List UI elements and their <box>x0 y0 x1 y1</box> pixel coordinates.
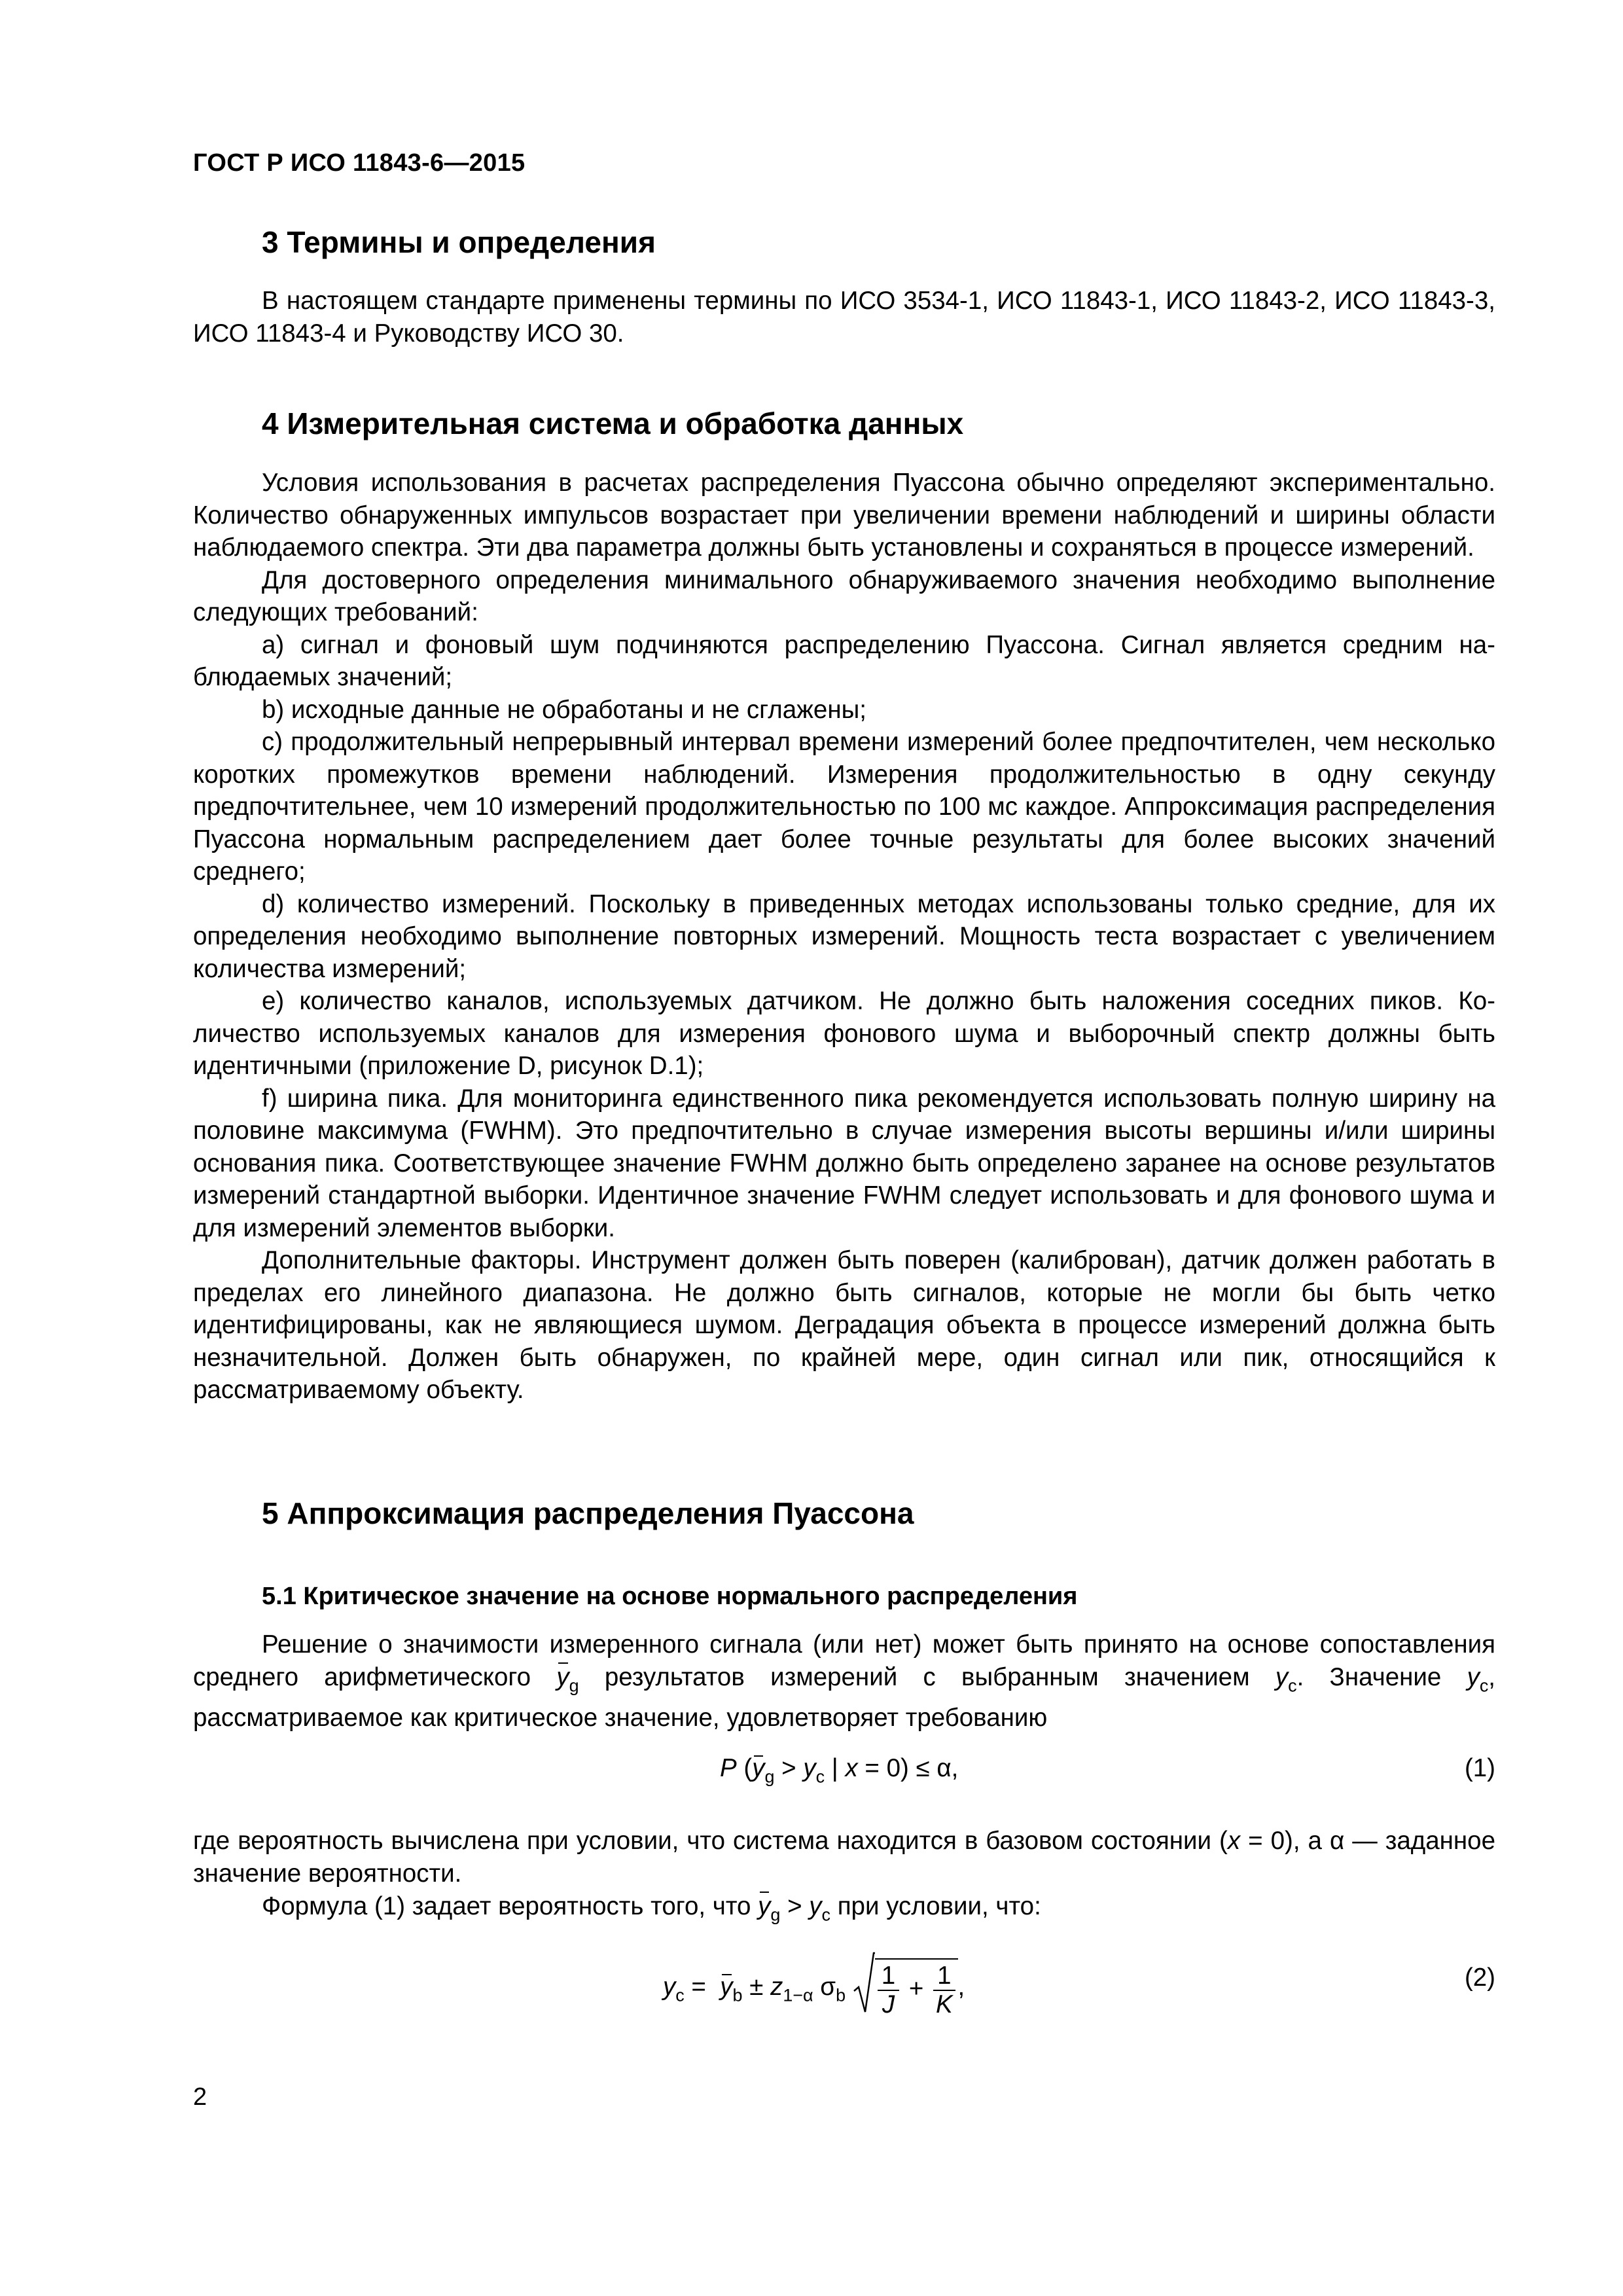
document-header: ГОСТ Р ИСО 11843-6—2015 <box>193 149 526 177</box>
section-4-paragraph-3: Дополнительные факторы. Инструмент должен быть поверен (калиброван), датчик должен работать в пределах его линейного диапазона. Не должно быть сигналов, которые не могли бы быть четко идентифицированы, как не являющиеся шумом. Деградация объекта в процессе измерений должна быть незначительной. Должен быть обнаружен, по крайней мере, один сигнал или пик, относящийся к рассматриваемому объекту. <box>193 1246 1495 1404</box>
page-number: 2 <box>193 2083 207 2111</box>
requirement-c: c) продолжительный непрерывный интервал времени измерений более предпочтителен, чем несколько коротких промежутков времени наблюдений. Измерения продолжительностью в одну секунду предпочтительнее, чем 10 измерений продолжительностью по 100 мс каждое. Аппроксимация распределения Пуассона нормальным распределением дает более точные результаты для более высоких значений среднего; <box>193 728 1495 886</box>
section-3-paragraph: В настоящем стандарте применены термины по ИСО 3534-1, ИСО 11843-1, ИСО 11843-2, ИСО 11843-3, ИСО 11843-4 и Руководству ИСО 30. <box>193 287 1495 348</box>
section-4-body <box>193 467 1495 1407</box>
section-4-paragraph-1: Условия использования в расчетах распределения Пуассона обычно определяют экспериментально. Количество обнаруженных импульсов возрастает при увеличении времени наблюдений и ширины области наблюдаемого спектра. Эти два параметра должны быть установлены и сохраняться в процессе измерений. <box>193 469 1495 562</box>
formula-2-number: (2) <box>1464 1964 1495 1992</box>
section-5-1-paragraph-1: Решение о значимости измеренного сигнала (или нет) может быть принято на основе сопоставления среднего арифметического $y_g$ результатов измерений с выбранным значением $y_c$. Значение $y_c$, рассматриваемое как критическое значение, удовлетворяет требованию <box>193 1630 1495 1732</box>
requirement-d: d) количество измерений. Поскольку в приведенных методах использованы только средние, для их определения необходимо выполнение повторных измерений. Мощность теста возрастает с увеличением количества измерений; <box>193 889 1495 983</box>
formula-1: P ($y_g > y_c$ | x = 0) ≤ α, <box>720 1754 959 1787</box>
section-3-heading: 3 Термины и определения <box>262 225 656 259</box>
fraction-1-over-j: $\frac{1}{J}$ <box>878 1962 899 2018</box>
formula-2-line <box>193 1964 1495 2016</box>
requirement-f: f) ширина пика. Для мониторинга единственного пика рекомендуется использовать полную ширину на половине максимума (FWHM). Это предпочтительно в случае измерения высоты вершины и/или ширины основания пика. Соответствующее значение FWHM должно быть определено заранее на основе результатов измерений стандартной выборки. Идентичное значение FWHM следует использовать и для фонового шума и для измерений элементов выборки. <box>193 1084 1495 1242</box>
section-4-paragraph-2: Для достоверного определения минимального обнаруживаемого значения необходимо выполнение следующих требований: <box>193 565 1495 626</box>
square-root: $\frac{1}{J}$ + $\frac{1}{K}$ <box>853 1958 958 2018</box>
requirement-b: b) исходные данные не обработаны и не сглажены; <box>262 695 866 724</box>
radical-sign-icon <box>853 1950 875 2016</box>
section-4-heading: 4 Измерительная система и обработка данных <box>262 406 964 440</box>
section-5-1-paragraph-3: Формула (1) задает вероятность того, что $y_g > y_c$ при условии, что: <box>193 1890 1495 1931</box>
requirement-e: e) количество каналов, используемых датчиком. Не должно быть наложения соседних пиков. Количество используемых каналов для измерения фонового шума и выборочный спектр должны быть идентичными (приложение D, рисунок D.1); <box>193 987 1495 1080</box>
section-5-1-paragraph-2: где вероятность вычислена при условии, что система находится в базовом состоянии (x = 0), а α — заданное значение вероятности. <box>193 1827 1495 1888</box>
requirement-a: a) сигнал и фоновый шум подчиняются распределению Пуассона. Сигнал является средним наблюдаемых значений; <box>193 630 1495 691</box>
fraction-1-over-k: $\frac{1}{K}$ <box>933 1962 955 2018</box>
formula-1-number: (1) <box>1464 1754 1495 1782</box>
subsection-5-1-heading: 5.1 Критическое значение на основе нормального распределения <box>262 1583 1078 1610</box>
formula-1-line <box>193 1754 1495 1793</box>
formula-2: $y_c = y_b \pm z_{1-\alpha}$ $\sigma_b$ $\frac{1}{J}$ + $\frac{1}{K}$ , <box>663 1958 965 2018</box>
section-5-heading: 5 Аппроксимация распределения Пуассона <box>262 1496 914 1530</box>
